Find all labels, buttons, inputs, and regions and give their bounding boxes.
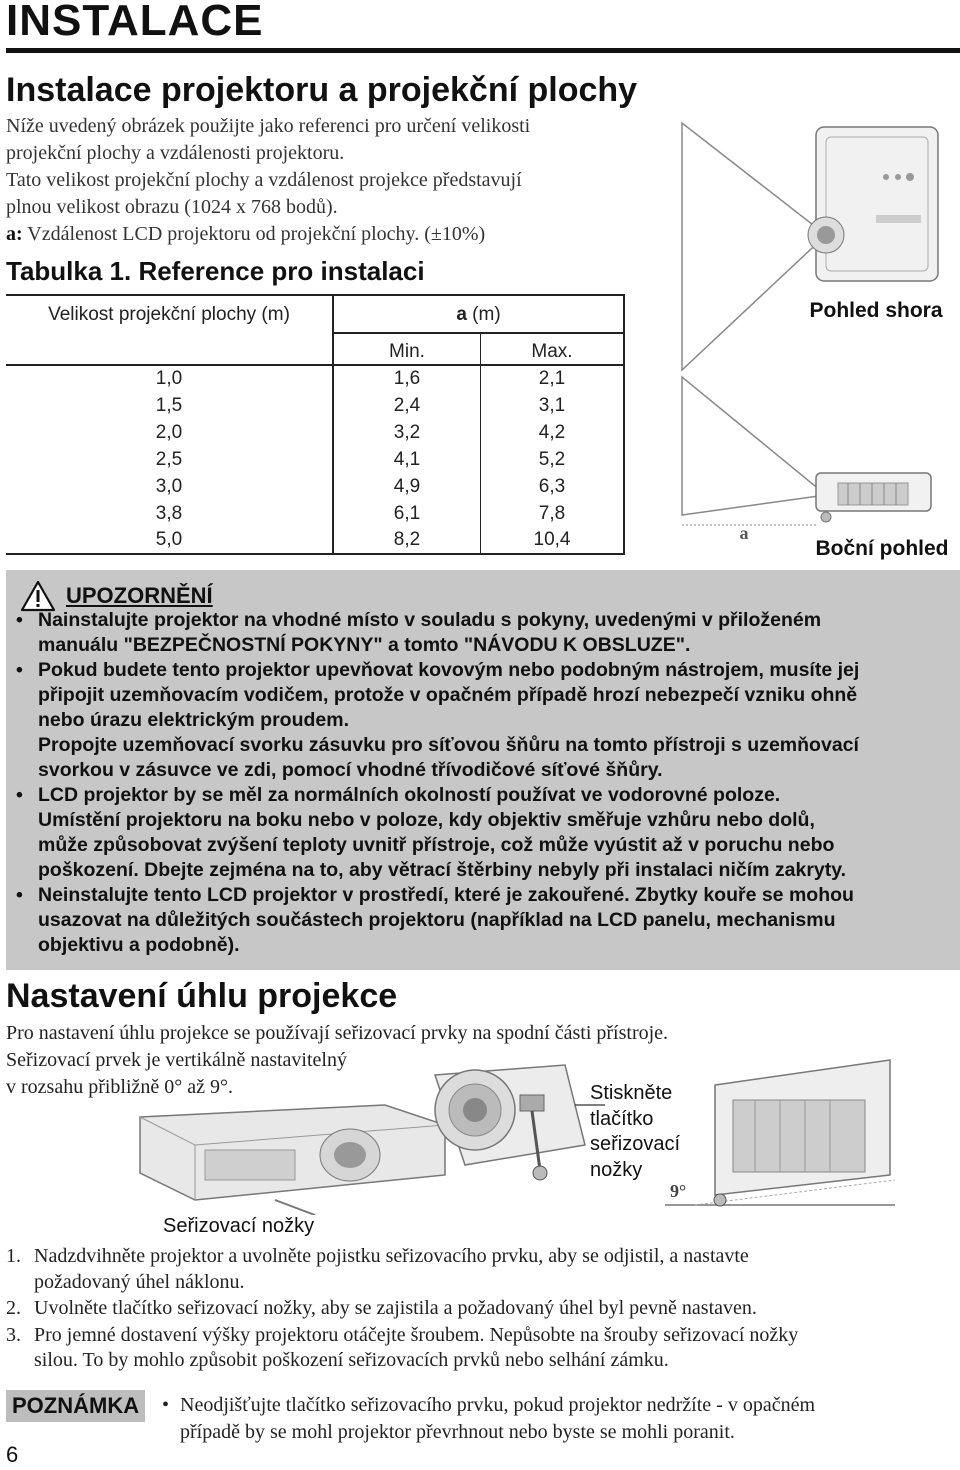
intro-line: Tato velikost projekční plochy a vzdálenost projekce představují: [6, 169, 522, 191]
angle-intro-line: v rozsahu přibližně 0° až 9°.: [6, 1076, 234, 1098]
cell-min: 2,4: [333, 392, 481, 419]
page-number: 6: [6, 1442, 19, 1467]
step-line: požadovaný úhel náklonu.: [34, 1270, 245, 1293]
note-line: Neodjišťujte tlačítko seřizovacího prvku, pokud projektor nedržíte - v opačném: [180, 1394, 816, 1416]
caution-line: připojit uzemňovacím vodičem, protože v opačném případě hrozí nebezpečí vzniku ohně: [38, 684, 858, 706]
installation-diagram: [676, 115, 960, 565]
label-line: seřizovací: [590, 1133, 681, 1155]
side-view-label: Boční pohled: [815, 537, 949, 560]
caution-item: [14, 608, 949, 658]
header-distance-symbol: a: [456, 304, 467, 325]
cell-max: 3,1: [481, 392, 625, 419]
angle-intro-line: Seřizovací prvek je vertikálně nastavitelný: [6, 1049, 347, 1071]
caution-line: usazovat na důležitých součástech projektoru (například na LCD panelu, mechanismu: [38, 909, 836, 931]
cell-size: 1,5: [6, 392, 333, 419]
cell-size: 2,5: [6, 446, 333, 473]
step-number: 1.: [6, 1245, 21, 1267]
caution-line: Nainstalujte projektor na vhodné místo v souladu s pokyny, uvedenými v přiloženém: [38, 609, 822, 631]
top-view-label: Pohled shora: [809, 299, 943, 322]
cell-max: 5,2: [481, 446, 625, 473]
caution-line: poškození. Dbejte zejména na to, aby větrací štěrbiny nebyly při instalaci ničím zakryty.: [38, 859, 847, 881]
cell-min: 1,6: [333, 365, 481, 392]
cell-min: 3,2: [333, 419, 481, 446]
caution-line: nebo úrazu elektrickým proudem.: [38, 709, 350, 731]
page-title: INSTALACE: [6, 0, 264, 45]
distance-label: a: [739, 523, 749, 543]
bullet: •: [16, 609, 23, 631]
caution-item: [14, 883, 949, 958]
label-line: tlačítko: [590, 1107, 654, 1130]
table-row: [6, 446, 624, 473]
caution-title: UPOZORNĚNÍ: [66, 583, 213, 608]
caution-line: svorkou v zásuvce ve zdi, pomocí vhodné třívodičové síťové šňůry.: [38, 759, 663, 781]
step-number: 2.: [6, 1297, 21, 1319]
angle-intro-line: Pro nastavení úhlu projekce se používají seřizovací prvky na spodní části přístroje.: [6, 1022, 669, 1044]
cell-max: 4,2: [481, 419, 625, 446]
note-line: případě by se mohl projektor převrhnout nebo byste se mohli poranit.: [180, 1421, 735, 1443]
caution-line: Propojte uzemňovací svorku zásuvku pro síťovou šňůru na tomto přístroji s uzemňovací: [38, 734, 859, 756]
header-distance-unit: (m): [466, 304, 501, 325]
caution-item: [14, 658, 949, 783]
cell-size: 3,0: [6, 473, 333, 500]
caution-item: [14, 783, 949, 883]
note-text: [162, 1392, 952, 1446]
cell-min: 8,2: [333, 527, 481, 554]
table-row: [6, 473, 624, 500]
header-distance: [333, 295, 624, 333]
cell-size: 5,0: [6, 527, 333, 554]
cell-min: 6,1: [333, 500, 481, 527]
intro-line: plnou velikost obrazu (1024 x 768 bodů).: [6, 196, 338, 218]
top-view-projection-lines: [682, 123, 826, 370]
cell-size: 2,0: [6, 419, 333, 446]
step-line: silou. To by mohlo způsobit poškození seřizovacích prvků nebo selhání zámku.: [34, 1349, 669, 1371]
step-item: [6, 1323, 946, 1374]
bullet: •: [16, 659, 23, 681]
caution-line: manuálu "BEZPEČNOSTNÍ POKYNY" a tomto "NÁVODU K OBSLUZE".: [38, 634, 691, 656]
step-line: Pro jemné dostavení výšky projektoru otáčejte šroubem. Nepůsobte na šrouby seřizovací nožky: [34, 1323, 799, 1346]
table-row: [6, 365, 624, 392]
cell-max: 2,1: [481, 365, 625, 392]
projector-front-illustration: [140, 1105, 445, 1215]
side-view-projection-lines: [682, 377, 826, 515]
header-max: Max.: [481, 333, 625, 365]
adjuster-button-label: [590, 1081, 700, 1183]
cell-max: 10,4: [481, 527, 625, 554]
side-view-projector: [816, 473, 931, 522]
table-row: [6, 527, 624, 554]
label-line: nožky: [590, 1158, 643, 1181]
intro-line: Níže uvedený obrázek použijte jako referenci pro určení velikosti: [6, 115, 531, 137]
steps-list: [6, 1244, 946, 1375]
angle-label: 9°: [670, 1181, 687, 1201]
section-title-angle: Nastavení úhlu projekce: [6, 977, 398, 1015]
table-row: [6, 419, 624, 446]
caution-line: Neinstalujte tento LCD projektor v prostředí, které je zakouřené. Zbytky kouře se mohou: [38, 884, 854, 906]
caution-line: LCD projektor by se měl za normálních okolností používat ve vodorovné poloze.: [38, 784, 781, 806]
bullet: •: [162, 1394, 170, 1416]
title-rule: [6, 48, 960, 53]
caution-box: [6, 570, 960, 970]
caution-list: [14, 608, 949, 958]
bullet: •: [16, 884, 23, 906]
installation-intro: [6, 113, 666, 248]
table-row: [6, 500, 624, 527]
step-item: [6, 1244, 946, 1295]
cell-size: 1,0: [6, 365, 333, 392]
table-row: [6, 392, 624, 419]
cell-min: 4,9: [333, 473, 481, 500]
note-tag: POZNÁMKA: [6, 1390, 145, 1422]
reference-table: [6, 294, 625, 555]
step-item: [6, 1296, 946, 1322]
table-header-row: [6, 295, 624, 333]
cell-max: 6,3: [481, 473, 625, 500]
step-line: Nadzdvihněte projektor a uvolněte pojistku seřizovacího prvku, aby se odjistil, a nastavte: [34, 1245, 749, 1267]
adjuster-figure: [135, 1055, 895, 1215]
intro-line: projekční plochy a vzdálenosti projektoru.: [6, 142, 345, 164]
top-view-projector: [808, 127, 938, 281]
adjuster-foot-label: Seřizovací nožky: [163, 1215, 315, 1237]
bullet: •: [16, 784, 23, 806]
step-number: 3.: [6, 1323, 21, 1346]
adjuster-button-closeup: [435, 1065, 605, 1180]
section-title-installation: Instalace projektoru a projekční plochy: [6, 71, 638, 109]
table-title: Tabulka 1. Reference pro instalaci: [6, 256, 425, 286]
caution-line: Pokud budete tento projektor upevňovat kovovým nebo podobným nástrojem, musíte jej: [38, 659, 860, 681]
label-line: Stiskněte: [590, 1082, 673, 1104]
a-description: Vzdálenost LCD projektoru od projekční plochy. (±10%): [22, 223, 486, 245]
step-line: Uvolněte tlačítko seřizovací nožky, aby se zajistila a požadovaný úhel byl pevně nastaven.: [34, 1297, 757, 1319]
caution-line: Umístění projektoru na boku nebo v poloze, kdy objektiv směřuje vzhůru nebo dolů,: [38, 809, 815, 831]
caution-line: může způsobovat zvýšení teploty uvnitř přístroje, což může vyústit až v poruchu nebo: [38, 834, 835, 856]
caution-line: objektivu a podobně).: [38, 934, 240, 956]
header-screen-size: Velikost projekční plochy (m): [6, 295, 333, 365]
cell-max: 7,8: [481, 500, 625, 527]
cell-min: 4,1: [333, 446, 481, 473]
cell-size: 3,8: [6, 500, 333, 527]
intro-line-a: [6, 221, 666, 248]
header-min: Min.: [333, 333, 481, 365]
a-label: a:: [6, 223, 23, 245]
